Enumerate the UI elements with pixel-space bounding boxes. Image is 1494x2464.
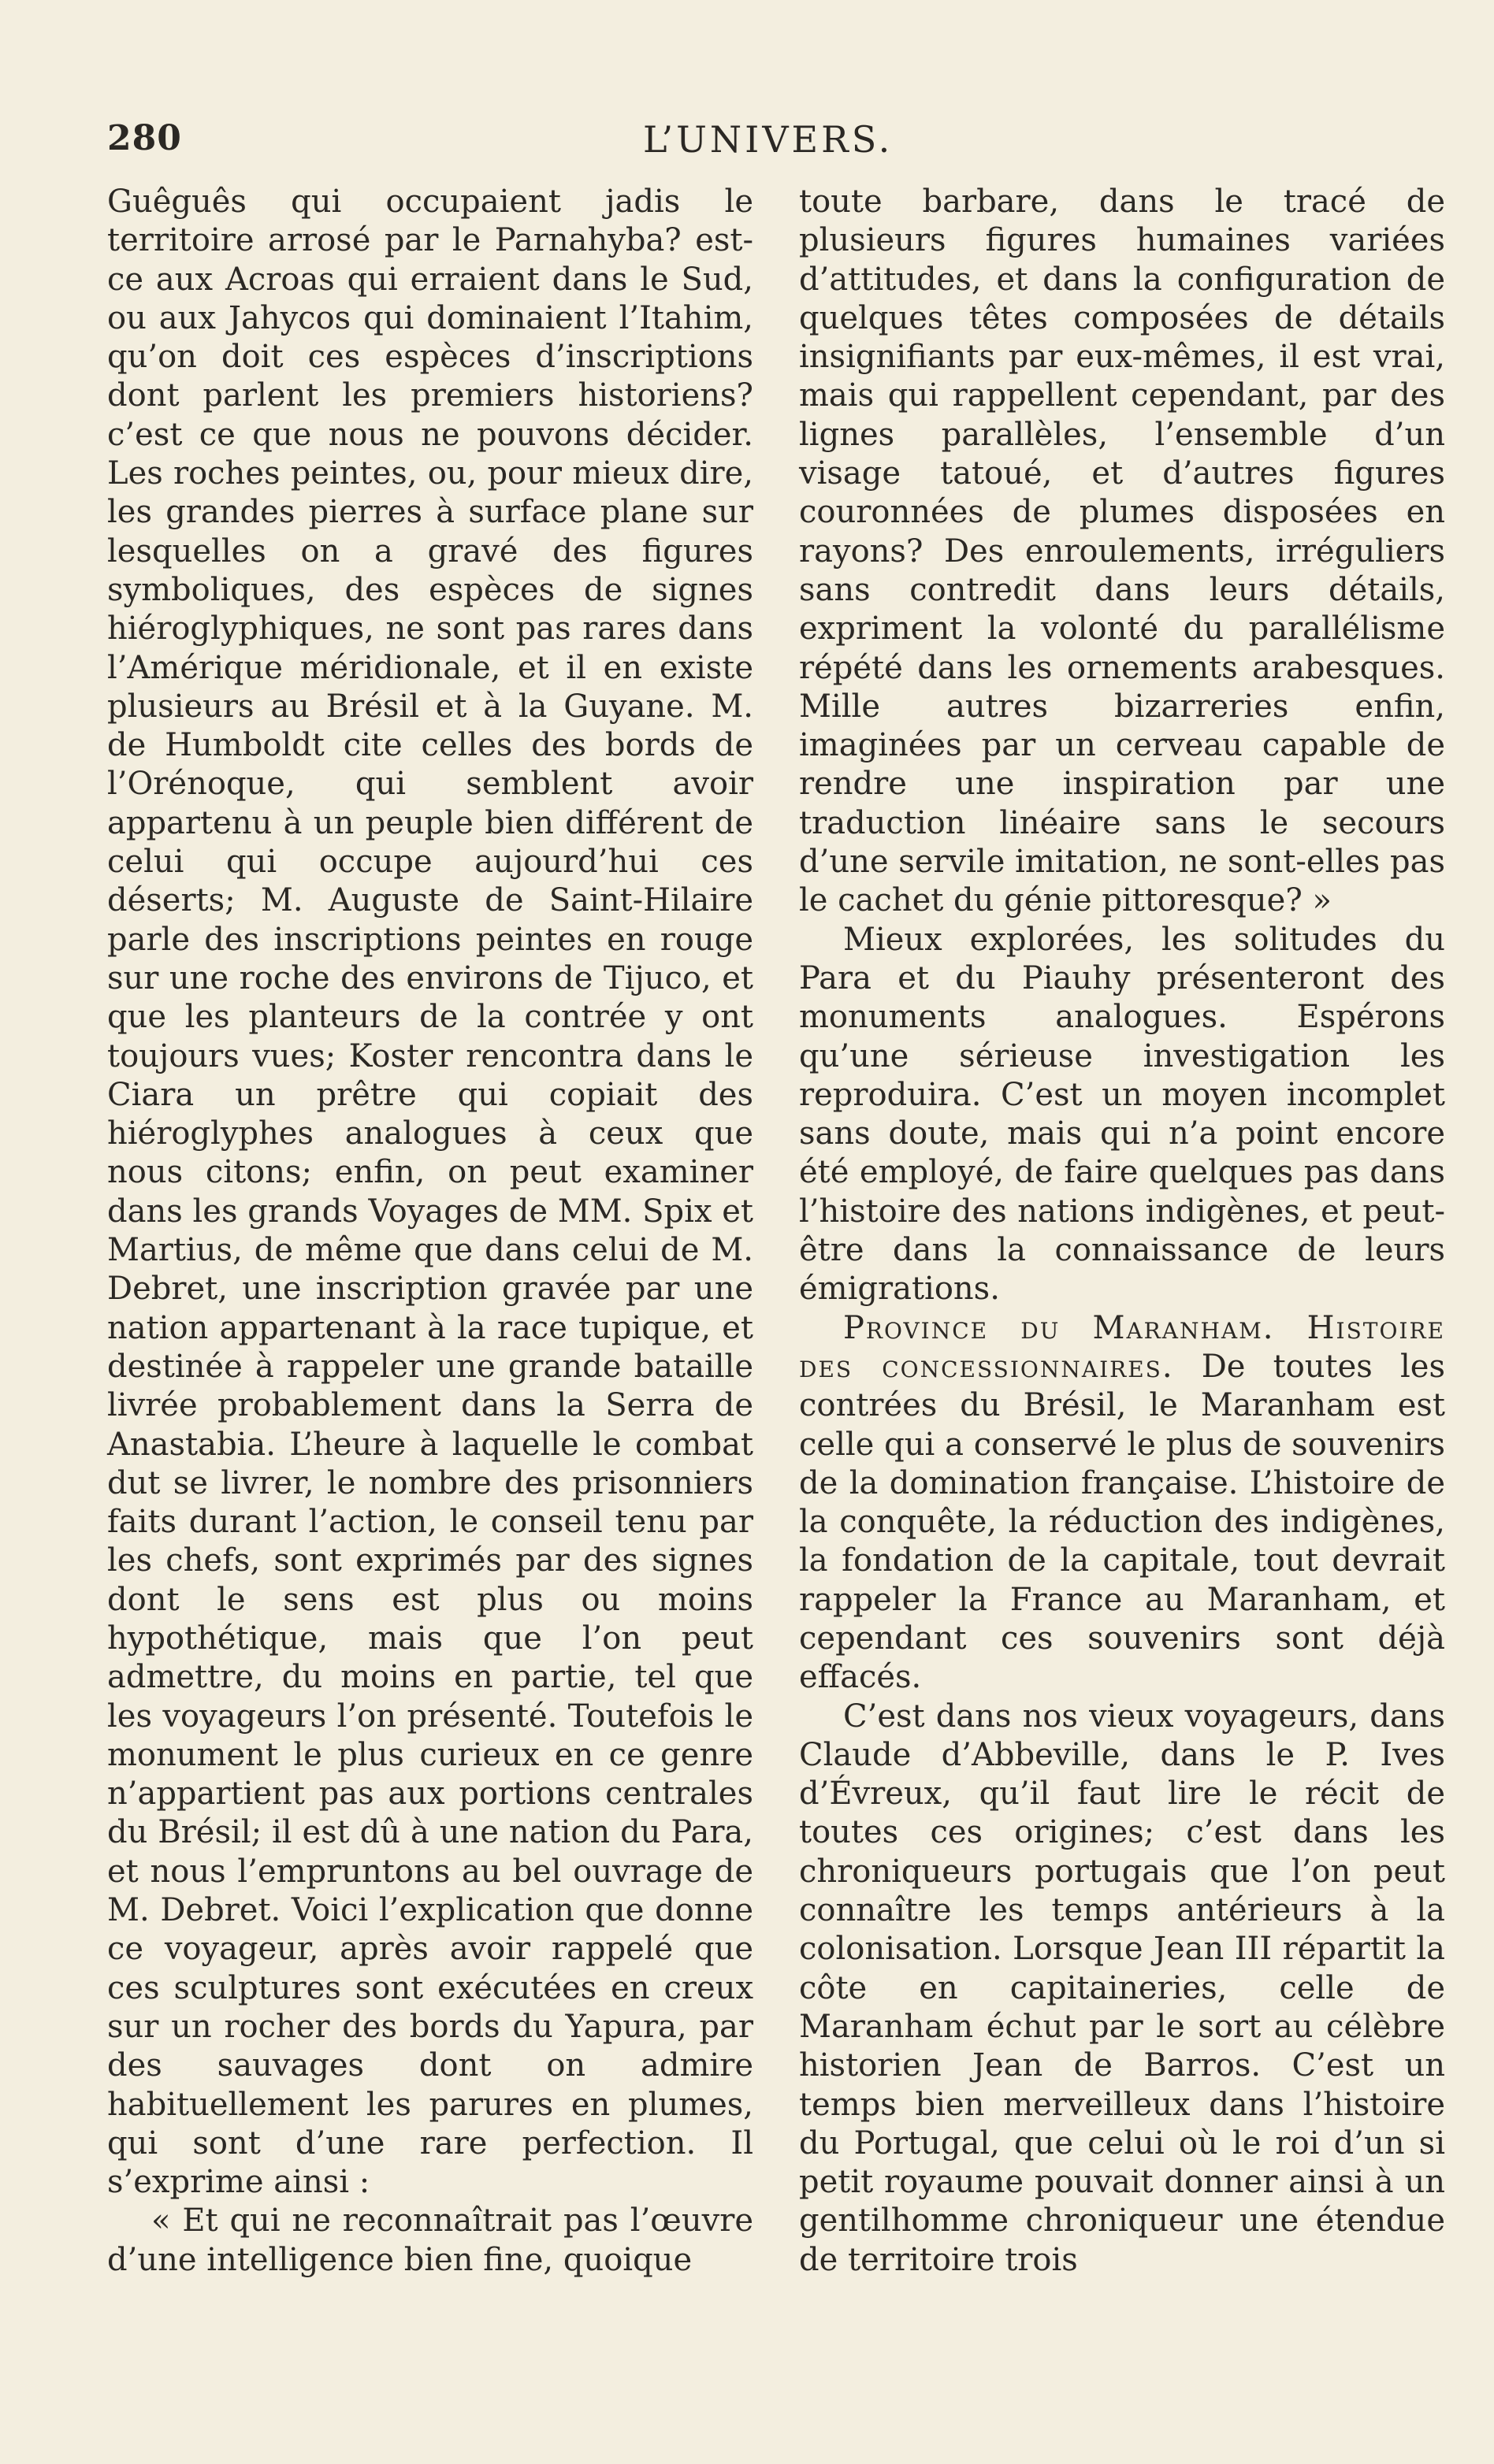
right-paragraph-4: C’est dans nos vieux voyageurs, dans Claude d’Abbeville, dans le P. Ives d’Évreux, qu’il faut lire le récit de toutes ces origines; c’est dans les chroniqueurs portugais que l’on peut connaître les temps antérieurs à la colonisation. Lorsque Jean III répartit la côte en capitaineries, celle de Maranham échut par le sort au célèbre historien Jean de Barros. C’est un temps bien merveilleux dans l’histoire du Portugal, que celui où le roi d’un si petit royaume pouvait donner ainsi à un gentilhomme chroniqueur une étendue de territoire trois (799, 1698, 1445, 2278)
section-heading: Province du Maranham. Histoire des concessionnaires. (799, 1309, 1445, 1385)
running-title: L’UNIVERS. (643, 118, 894, 161)
left-paragraph-1: Guêguês qui occupaient jadis le territoire arrosé par le Parnahyba? est-ce aux Acroas qui erraient dans le Sud, ou aux Jahycos qui dominaient l’Itahim, qu’on doit ces espèces d’inscriptions dont parlent les premiers historiens? c’est ce que nous ne pouvons décider. Les roches peintes, ou, pour mieux dire, les grandes pierres à surface plane sur lesquelles on a gravé des figures symboliques, des espèces de signes hiéroglyphiques, ne sont pas rares dans l’Amérique méridionale, et il en existe plusieurs au Brésil et à la Guyane. M. de Humboldt cite celles des bords de l’Orénoque, qui semblent avoir appartenu à un peuple bien différent de celui qui occupe aujourd’hui ces déserts; M. Auguste de Saint-Hilaire parle des inscriptions peintes en rouge sur une roche des environs de Tijuco, et que les planteurs de la contrée y ont toujours vues; Koster rencontra dans le Ciara un prêtre qui copiait des hiéroglyphes analogues à ceux que nous citons; enfin, on peut examiner dans les grands Voyages de MM. Spix et Martius, de même que dans celui de M. Debret, une inscription gravée par une nation appartenant à la race tupique, et destinée à rappeler une grande bataille livrée probablement dans la Serra de Anastabia. L’heure à laquelle le combat dut se livrer, le nombre des prisonniers faits durant l’action, le conseil tenu par les chefs, sont exprimés par des signes dont le sens est plus ou moins hypothétique, mais que l’on peut admettre, du moins en partie, tel que les voyageurs l’on présenté. Toutefois le monument le plus curieux en ce genre n’appartient pas aux portions centrales du Brésil; il est dû à une nation du Para, et nous l’empruntons au bel ouvrage de M. Debret. Voici l’explication que donne ce voyageur, après avoir rappelé que ces sculptures sont exécutées en creux sur un rocher des bords du Yapura, par des sauvages dont on admire habituellement les parures en plumes, qui sont d’une rare perfection. Il s’exprime ainsi : (107, 184, 753, 2201)
right-paragraph-2: Mieux explorées, les solitudes du Para et du Piauhy présenteront des monuments analogues. Espérons qu’une sérieuse investigation les reproduira. C’est un moyen incomplet sans doute, mais qui n’a point encore été employé, de faire quelques pas dans l’histoire des nations indigènes, et peut-être dans la connaissance de leurs émigrations. (799, 921, 1445, 1308)
section-text: De toutes les contrées du Brésil, le Maranham est celle qui a conservé le plus de souvenirs de la domination française. L’histoire de la conquête, la réduction des indigènes, la fondation de la capitale, tout devrait rappeler la France au Maranham, et cependant ces souvenirs sont déjà effacés. (799, 1348, 1445, 1696)
right-column (799, 183, 1445, 2280)
right-paragraph-3 (799, 1309, 1445, 1698)
page-header (107, 118, 1447, 173)
left-paragraph-2-quote: « Et qui ne reconnaîtrait pas l’œuvre d’une intelligence bien fine, quoique (107, 2202, 753, 2278)
page-number: 280 (107, 118, 182, 158)
left-column (107, 183, 753, 2280)
right-paragraph-1-quote-continued: toute barbare, dans le tracé de plusieurs figures humaines variées d’attitudes, et dans la configuration de quelques têtes composées de détails insignifiants par eux-mêmes, il est vrai, mais qui rappellent cependant, par des lignes parallèles, l’ensemble d’un visage tatoué, et d’autres figures couronnées de plumes disposées en rayons? Des enroulements, irréguliers sans contredit dans leurs détails, expriment la volonté du parallélisme répété dans les ornements arabesques. Mille autres bizarreries enfin, imaginées par un cerveau capable de rendre une inspiration par une traduction linéaire sans le secours d’une servile imitation, ne sont-elles pas le cachet du génie pittoresque? » (799, 184, 1445, 919)
